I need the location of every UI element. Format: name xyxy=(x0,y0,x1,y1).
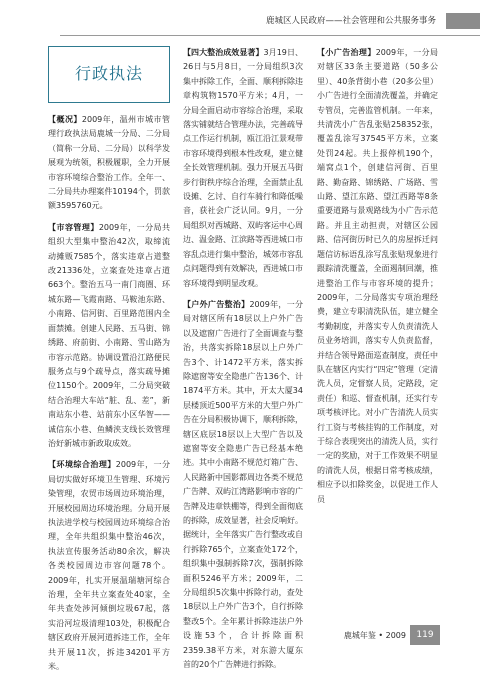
section-title-box xyxy=(48,46,170,103)
header-marker-bar xyxy=(446,13,480,29)
paragraph-overview xyxy=(48,113,170,214)
body-environment: 2009年，一分局切实做好环境卫生管理、环境污染管理，农贸市场周边环境治理，开展校园周边环境治理。分局开展执法进学校与校园周边环境综合治理，全年共组织集中整治46次，执法宣传服务活动80余次，解决各类校园周边市容问题78个。2009年，扎实开展温瑞塘河综合治理，全年共立案查处40家，全年共查处涉河倾倒垃圾67起，落实沿河垃圾清理103处，积极配合辖区政府开展河道拆违工作，全年共开展11次，拆违34201平方米。 xyxy=(48,460,171,672)
paragraph-city-appearance xyxy=(48,221,170,452)
column-1 xyxy=(48,46,171,672)
running-header xyxy=(60,6,480,36)
heading-outdoor-ads: 【户外广告整治】 xyxy=(183,299,250,309)
running-title: 鹿城区人民政府——社会管理和公共服务事务 xyxy=(265,16,436,26)
paragraph-small-ads xyxy=(317,46,438,507)
page-footer xyxy=(0,625,480,647)
heading-environment: 【环境综合治理】 xyxy=(48,460,116,470)
body-small-ads: 2009年，一分局对辖区33条主要道路（50多公里）、40条背街小巷（20多公里）小广告进行全面清洗覆盖，并确定专管员，完善监管机制。一年来，共清洗小广告乱张贴258352张，覆盖乱涂写37545平方米，立案处罚24起。共上报停机190个，端窝点1个，创建信河街、百里路、勤奋路、锦绣路、广场路、雪山路、望江东路、望江西路等8条重要道路与景观路线为小广告示范路。并且主动担责，对辖区公园路、信河街历时已久的房屋拆迁问题信访标语乱涂写乱张贴现象进行跟踪清洗覆盖，全面遏制回潮，推进整治工作与市容环境的提升；2009年，二分局落实专项治理经费，建立专职清洗队伍，建立健全考勤制度，并落实专人负责清洗人员业务培训，落实专人负责监督，并结合领导路面巡查制度，责任中队在辖区内实行“四定”管理（定清洗人员，定督察人员，定路段，定责任）和巡、督查机制，还实行专项考核评比。对小广告清洗人员实行工资与考核挂钩的工作制度，对于综合表现突出的清洗人员，实行一定的奖励，对于工作效果不明显的清洗人员，根据日常考核成绩，相应予以扣除奖金，以促进工作人员 xyxy=(317,48,439,504)
column-2 xyxy=(183,46,304,670)
paragraph-four-campaigns xyxy=(183,46,303,291)
body-four-campaigns: 3月19日、26日与5月8日，一分局组织3次集中拆除工作，全面、顺利拆除违章构筑物1570平方米；4月，一分局全面启动市容综合治理，采取落实铺就结合管理办法，完善疏导点工作运行机制，瓯江沿江景观带市容环境得到根本性改观，建立健全长效管理机制。强力开展五马街步行街秩序综合治理，全面禁止乱设摊、乞讨、自行车骑行和降低噪音，获社会广泛认同。9月，一分局组织对西城路、双屿客运中心周边、温金路、江滨路等西进城口市容乱点进行集中整治，城郊市容乱点问题得到有效解决，西进城口市容环境得到明显改观。 xyxy=(183,48,303,288)
heading-city-appearance: 【市容管理】 xyxy=(48,222,99,232)
header-rule xyxy=(60,35,480,36)
page-number: 119 xyxy=(410,625,440,645)
body-city-appearance: 2009年，一分局共组织大型集中整治42次，取缔流动摊贩7585个，落实违章占道整改21336处，立案查处违章占道663个。整治五马一南门商圈、环城东路—飞霞南路、马鞍池东路、小南路、信河街、百里路范围内全面禁摊。创建人民路、五马街、锦绣路、府前街、小南路、雪山路为市容示范路。协调设置沿江路便民服务点与9个疏导点，落实疏导摊位1150个。2009年，二分局突破结合治理大车站“脏、乱、差”，新南站东小巷、站前东小区华智——诚信东小巷、鱼鳞浃支线长效管理治好新城市新政取成效。 xyxy=(48,222,171,448)
heading-small-ads: 【小广告治理】 xyxy=(317,48,376,57)
body-overview: 2009年，温州市城市管理行政执法局鹿城一分局、二分局（简称一分局、二分局）以科学发展观为统领，积极履职，全力开展市容环境综合整治工作。全年一、二分局共办理案件10194个，罚款额3595760元。 xyxy=(48,115,171,211)
heading-overview: 【概况】 xyxy=(48,115,82,124)
heading-four-campaigns: 【四大整治成效显著】 xyxy=(183,48,264,57)
paragraph-outdoor-ads xyxy=(183,298,303,673)
yearbook-title: 鹿城年鉴 • 2009 xyxy=(343,631,406,640)
body-outdoor-ads: 2009年，一分局对辖区所有18层以上户外广告以及遮窗广告进行了全面调查与整治，共落实拆除18层以上户外广告3个、计1472平方米，落实拆除遮窗等安全隐患广告136个、计1874平方米。其中，开太大厦34层楼顶近500平方米的大型户外广告在分局积极协调下，顺利拆除，辖区底层18层以上大型广告以及遮窗等安全隐患广告已经基本绝迹。其中小南路不规范灯箱广告、人民路新中国影都周边各类不规范广告牌、双屿江湾路影响市容的广告牌及违章铁棚等，得到全面彻底的拆除，成效显著，社会反响好。据统计，全年落实广告行整改或自行拆除765个，立案查处172个，组织集中强制拆除7次，强制拆除面积5246平方米；2009年，二分局组织5次集中拆除行动，查处18层以上户外广告3个，自行拆除整改5个。全年累计拆除违法户外设施53个，合计拆除面积2359.38平方米，对东游大厦东首的20个广告牌进行拆除。 xyxy=(183,299,304,670)
section-title: 行政执法 xyxy=(74,64,143,84)
column-3 xyxy=(317,46,438,618)
